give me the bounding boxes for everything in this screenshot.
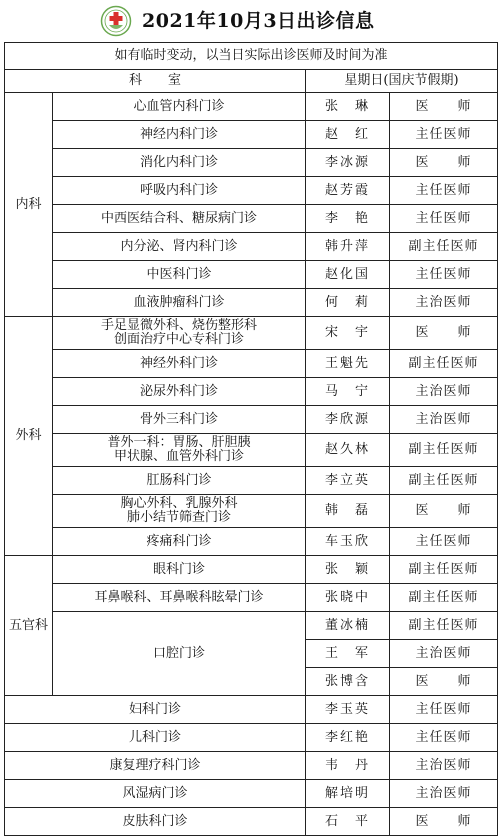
doctor-title-cell: 副主任医师 [390, 556, 498, 584]
table-row [5, 317, 498, 350]
table-row [5, 467, 498, 495]
table-row [5, 261, 498, 289]
dept-cell: 神经外科门诊 [53, 350, 306, 378]
doctor-title-cell: 副主任医师 [390, 612, 498, 640]
dept-cell: 中医科门诊 [53, 261, 306, 289]
doctor-cell: 张博含 [306, 668, 390, 696]
day-header: 星期日(国庆节假期) [306, 70, 498, 93]
doctor-title-cell: 副主任医师 [390, 350, 498, 378]
doctor-cell: 董冰楠 [306, 612, 390, 640]
doctor-cell: 马 宁 [306, 378, 390, 406]
doctor-title-cell: 副主任医师 [390, 584, 498, 612]
group-label: 五官科 [5, 556, 53, 696]
doctor-cell: 赵芳霞 [306, 177, 390, 205]
dept-cell: 肛肠科门诊 [53, 467, 306, 495]
hospital-logo-icon [100, 5, 132, 37]
dept-cell: 消化内科门诊 [53, 149, 306, 177]
table-row [5, 612, 498, 640]
dept-cell: 普外一科：胃肠、肝胆胰 甲状腺、血管外科门诊 [53, 434, 306, 467]
doctor-title-cell: 主任医师 [390, 724, 498, 752]
dept-cell: 血液肿瘤科门诊 [53, 289, 306, 317]
doctor-title-cell: 主治医师 [390, 752, 498, 780]
dept-cell: 眼科门诊 [53, 556, 306, 584]
dept-cell: 神经内科门诊 [53, 121, 306, 149]
doctor-title-cell: 主治医师 [390, 406, 498, 434]
doctor-cell: 韦 丹 [306, 752, 390, 780]
doctor-cell: 解培明 [306, 780, 390, 808]
doctor-title-cell: 副主任医师 [390, 467, 498, 495]
doctor-cell: 李红艳 [306, 724, 390, 752]
doctor-cell: 李 艳 [306, 205, 390, 233]
table-row [5, 406, 498, 434]
doctor-title-cell: 副主任医师 [390, 434, 498, 467]
doctor-cell: 赵 红 [306, 121, 390, 149]
doctor-title-cell: 主任医师 [390, 121, 498, 149]
doctor-cell: 王魁先 [306, 350, 390, 378]
doctor-cell: 李欣源 [306, 406, 390, 434]
dept-cell: 儿科门诊 [5, 724, 306, 752]
dept-cell: 骨外三科门诊 [53, 406, 306, 434]
doctor-title-cell: 医 师 [390, 317, 498, 350]
doctor-title-cell: 主治医师 [390, 640, 498, 668]
doctor-cell: 张 颖 [306, 556, 390, 584]
dept-cell: 泌尿外科门诊 [53, 378, 306, 406]
dept-cell: 耳鼻喉科、耳鼻喉科眩晕门诊 [53, 584, 306, 612]
doctor-cell: 李玉英 [306, 696, 390, 724]
table-row [5, 205, 498, 233]
table-row [5, 378, 498, 406]
group-label: 内科 [5, 93, 53, 317]
doctor-cell: 韩升萍 [306, 233, 390, 261]
group-label: 外科 [5, 317, 53, 556]
notice-text: 如有临时变动，以当日实际出诊医师及时间为准 [5, 43, 498, 70]
doctor-title-cell: 主任医师 [390, 177, 498, 205]
doctor-cell: 车玉欣 [306, 528, 390, 556]
table-row [5, 556, 498, 584]
doctor-title-cell: 医 师 [390, 93, 498, 121]
dept-header: 科 室 [5, 70, 306, 93]
dept-cell: 疼痛科门诊 [53, 528, 306, 556]
schedule-table [4, 42, 498, 836]
dept-cell: 手足显微外科、烧伤整形科 创面治疗中心专科门诊 [53, 317, 306, 350]
doctor-cell: 宋 宇 [306, 317, 390, 350]
dept-cell: 风湿病门诊 [5, 780, 306, 808]
table-row [5, 434, 498, 467]
doctor-title-cell: 医 师 [390, 808, 498, 836]
doctor-title-cell: 医 师 [390, 149, 498, 177]
doctor-title-cell: 主治医师 [390, 780, 498, 808]
table-row [5, 289, 498, 317]
doctor-cell: 韩 磊 [306, 495, 390, 528]
dept-cell: 口腔门诊 [53, 612, 306, 696]
table-row [5, 584, 498, 612]
table-row [5, 121, 498, 149]
doctor-title-cell: 主治医师 [390, 289, 498, 317]
table-row [5, 233, 498, 261]
table-header-row [5, 70, 498, 93]
doctor-cell: 王 军 [306, 640, 390, 668]
table-row [5, 780, 498, 808]
table-row [5, 495, 498, 528]
doctor-cell: 赵久林 [306, 434, 390, 467]
doctor-title-cell: 主治医师 [390, 378, 498, 406]
table-row [5, 808, 498, 836]
doctor-cell: 石 平 [306, 808, 390, 836]
doctor-title-cell: 医 师 [390, 668, 498, 696]
table-row [5, 696, 498, 724]
dept-cell: 中西医结合科、糖尿病门诊 [53, 205, 306, 233]
doctor-cell: 赵化国 [306, 261, 390, 289]
doctor-cell: 何 莉 [306, 289, 390, 317]
table-row [5, 177, 498, 205]
doctor-cell: 李冰源 [306, 149, 390, 177]
table-row [5, 149, 498, 177]
page-title: 2021年10月3日出诊信息 [142, 10, 375, 32]
dept-cell: 皮肤科门诊 [5, 808, 306, 836]
table-row [5, 724, 498, 752]
table-row [5, 528, 498, 556]
doctor-cell: 张 琳 [306, 93, 390, 121]
doctor-title-cell: 主任医师 [390, 528, 498, 556]
doctor-title-cell: 主任医师 [390, 205, 498, 233]
table-row [5, 752, 498, 780]
doctor-title-cell: 主任医师 [390, 261, 498, 289]
table-row [5, 93, 498, 121]
dept-cell: 内分泌、肾内科门诊 [53, 233, 306, 261]
dept-cell: 妇科门诊 [5, 696, 306, 724]
doctor-title-cell: 主任医师 [390, 696, 498, 724]
doctor-cell: 张晓中 [306, 584, 390, 612]
table-row [5, 350, 498, 378]
dept-cell: 心血管内科门诊 [53, 93, 306, 121]
notice-row [5, 43, 498, 70]
page-header [0, 0, 500, 40]
doctor-title-cell: 医 师 [390, 495, 498, 528]
dept-cell: 呼吸内科门诊 [53, 177, 306, 205]
dept-cell: 胸心外科、乳腺外科 肺小结节筛查门诊 [53, 495, 306, 528]
doctor-title-cell: 副主任医师 [390, 233, 498, 261]
dept-cell: 康复理疗科门诊 [5, 752, 306, 780]
doctor-cell: 李立英 [306, 467, 390, 495]
